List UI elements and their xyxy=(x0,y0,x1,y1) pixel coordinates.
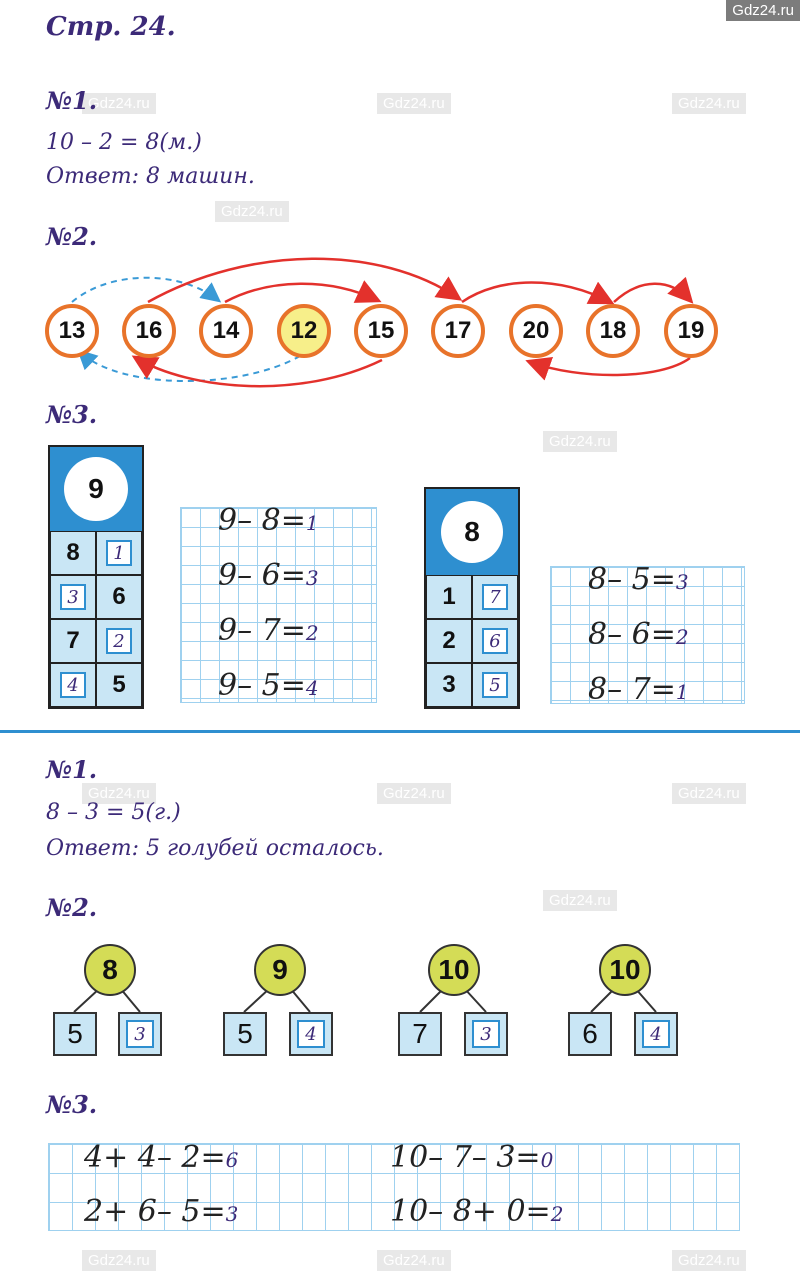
arrow-14-15 xyxy=(225,284,377,302)
answer-box: 7 xyxy=(482,584,508,610)
tree-left-number: 6 xyxy=(568,1012,612,1056)
watermark: Gdz24.ru xyxy=(377,783,451,804)
exercise-1-answer: Ответ: 8 машин. xyxy=(46,164,255,189)
house-top-number: 9 xyxy=(64,457,128,521)
number-circle: 14 xyxy=(199,304,253,358)
exercise-3-label: №3. xyxy=(46,400,98,429)
house-cell xyxy=(50,575,96,619)
house-top-number: 8 xyxy=(441,501,503,563)
exercise-2-label: №2. xyxy=(46,222,98,251)
arrow-13-14 xyxy=(72,278,218,302)
watermark: Gdz24.ru xyxy=(543,431,617,452)
equation: 10– 8+ 0=2 xyxy=(390,1194,564,1229)
arrow-16-17 xyxy=(148,259,458,302)
exercise-1-label: №1. xyxy=(46,755,98,784)
tree-left-number: 5 xyxy=(223,1012,267,1056)
exercise-1-expression: 8 – 3 = 5(г.) xyxy=(46,800,181,825)
section-divider xyxy=(0,730,800,733)
equation: 8– 7=1 xyxy=(588,672,689,707)
number-circle: 19 xyxy=(664,304,718,358)
equation: 8– 5=3 xyxy=(588,562,689,597)
exercise-3-label: №3. xyxy=(46,1090,98,1119)
equation: 9– 7=2 xyxy=(218,613,319,648)
tree-right-number xyxy=(634,1012,678,1056)
watermark: Gdz24.ru xyxy=(82,1250,156,1271)
equation: 2+ 6– 5=3 xyxy=(84,1194,239,1229)
watermark: Gdz24.ru xyxy=(215,201,289,222)
arrow-19-20 xyxy=(530,358,690,375)
house-cell xyxy=(472,619,518,663)
house-cell: 8 xyxy=(50,531,96,575)
exercise-2-label: №2. xyxy=(46,893,98,922)
watermark: Gdz24.ru xyxy=(672,783,746,804)
watermark: Gdz24.ru xyxy=(377,1250,451,1271)
tree-top-number: 10 xyxy=(599,944,651,996)
watermark: Gdz24.ru xyxy=(377,93,451,114)
exercise-1-expression: 10 – 2 = 8(м.) xyxy=(46,130,202,155)
number-circle: 12 xyxy=(277,304,331,358)
watermark: Gdz24.ru xyxy=(726,0,800,21)
equation: 9– 8=1 xyxy=(218,503,319,538)
equation: 4+ 4– 2=6 xyxy=(84,1140,239,1175)
watermark: Gdz24.ru xyxy=(672,93,746,114)
exercise-1-answer: Ответ: 5 голубей осталось. xyxy=(46,836,384,861)
number-circle: 13 xyxy=(45,304,99,358)
house-cell xyxy=(472,575,518,619)
page-title: Стр. 24. xyxy=(46,12,176,42)
number-house-9 xyxy=(48,445,144,709)
watermark: Gdz24.ru xyxy=(82,783,156,804)
house-cell: 2 xyxy=(426,619,472,663)
answer-box: 3 xyxy=(60,584,86,610)
house-cell: 3 xyxy=(426,663,472,707)
tree-top-number: 8 xyxy=(84,944,136,996)
number-circle: 20 xyxy=(509,304,563,358)
answer-box: 4 xyxy=(60,672,86,698)
tree-right-number xyxy=(118,1012,162,1056)
answer-box: 3 xyxy=(126,1020,154,1048)
tree-right-number xyxy=(464,1012,508,1056)
number-circle: 15 xyxy=(354,304,408,358)
tree-left-number: 7 xyxy=(398,1012,442,1056)
answer-box: 6 xyxy=(482,628,508,654)
tree-top-number: 9 xyxy=(254,944,306,996)
arrow-17-18 xyxy=(462,283,610,303)
answer-box: 4 xyxy=(642,1020,670,1048)
tree-top-number: 10 xyxy=(428,944,480,996)
house-cell: 6 xyxy=(96,575,142,619)
answer-box: 1 xyxy=(106,540,132,566)
house-cell: 5 xyxy=(96,663,142,707)
equation: 8– 6=2 xyxy=(588,617,689,652)
answer-box: 3 xyxy=(472,1020,500,1048)
house-cell: 7 xyxy=(50,619,96,663)
equation: 9– 5=4 xyxy=(218,668,319,703)
equation: 9– 6=3 xyxy=(218,558,319,593)
house-cell xyxy=(472,663,518,707)
answer-box: 4 xyxy=(297,1020,325,1048)
equation: 10– 7– 3=0 xyxy=(390,1140,554,1175)
number-circle: 16 xyxy=(122,304,176,358)
house-cell: 1 xyxy=(426,575,472,619)
number-house-8 xyxy=(424,487,520,709)
watermark: Gdz24.ru xyxy=(82,93,156,114)
answer-box: 2 xyxy=(106,628,132,654)
number-circle: 17 xyxy=(431,304,485,358)
house-cell xyxy=(96,619,142,663)
watermark: Gdz24.ru xyxy=(543,890,617,911)
number-circle: 18 xyxy=(586,304,640,358)
house-cell xyxy=(50,663,96,707)
house-cell xyxy=(96,531,142,575)
watermark: Gdz24.ru xyxy=(672,1250,746,1271)
tree-left-number: 5 xyxy=(53,1012,97,1056)
answer-box: 5 xyxy=(482,672,508,698)
arrow-12-13 xyxy=(80,352,300,381)
tree-right-number xyxy=(289,1012,333,1056)
arrow-18-19 xyxy=(614,284,690,302)
exercise-1-label: №1. xyxy=(46,86,98,115)
